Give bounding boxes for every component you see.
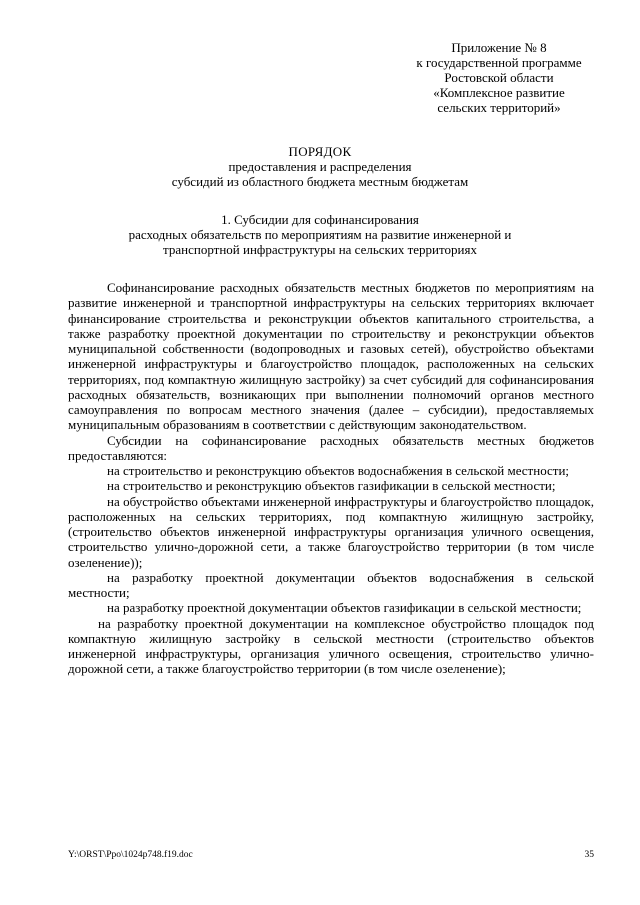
annex-line: Ростовской области <box>444 70 554 85</box>
annex-line: сельских территорий» <box>437 100 561 115</box>
list-item: на разработку проектной документации на комплексное обустройство площадок под компактную жилищную застройку в сельской местности (строительство объектов инженерной инфраструктуры, организация уличного освещения, строительство улично-дорожной сети, а также благоустройство территории (в том числе озеленение); <box>68 615 594 677</box>
list-item: на обустройство объектами инженерной инфраструктуры и благоустройство площадок, расположенных на сельских территориях, под компактную жилищную застройку, (строительство объектов инженерной инфраструктуры организация уличного освещения, строительство улично-дорожной сети, а также благоустройство территории (в том числе озеленение)); <box>68 493 594 570</box>
annex-line: «Комплексное развитие <box>433 85 565 100</box>
list-item: на разработку проектной документации объектов водоснабжения в сельской местности; <box>68 569 594 600</box>
document-heading <box>100 144 540 189</box>
list-item: на строительство и реконструкцию объектов газификации в сельской местности; <box>107 478 556 494</box>
section-title-line: 1. Субсидии для софинансирования <box>221 212 419 227</box>
annex-line: Приложение № 8 <box>451 40 547 55</box>
annex-block <box>380 40 618 115</box>
list-item: на строительство и реконструкцию объектов водоснабжения в сельской местности; <box>107 463 570 478</box>
page-number: 35 <box>584 850 594 860</box>
document-subtitle-line: предоставления и распределения <box>228 159 412 174</box>
paragraph: Софинансирование расходных обязательств местных бюджетов по мероприятиям на развитие инженерной и транспортной инфраструктуры на сельских территориях включает финансирование строительства и реконструкции объектов капитального строительства, а также разработку проектной документации по строительству и реконструкции объектов муниципальной собственности (водопроводных и газовых сетей), обустройство объектами инженерной инфраструктуры и благоустройство площадок, расположенных на сельских территориях, под компактную жилищную застройку) за счет субсидий для софинансирования расходных обязательств, возникающих при выполнении полномочий органов местного самоуправления по вопросам местного значения (далее – субсидии), предоставляемых муниципальным образованиям в соответствии с действующим законодательством. <box>68 280 594 433</box>
document-title: ПОРЯДОК <box>288 144 352 159</box>
body-text <box>68 280 594 677</box>
section-title-line: расходных обязательств по мероприятиям на развитие инженерной и <box>128 227 512 242</box>
page-footer <box>68 850 594 861</box>
paragraph: Субсидии на софинансирование расходных обязательств местных бюджетов предоставляются: <box>68 432 594 463</box>
section-heading <box>96 212 544 257</box>
annex-line: к государственной программе <box>416 55 582 70</box>
list-item: на разработку проектной документации объектов газификации в сельской местности; <box>107 600 582 616</box>
document-subtitle-line: субсидий из областного бюджета местным бюджетам <box>171 174 469 189</box>
section-title-line: транспортной инфраструктуры на сельских территориях <box>163 242 477 257</box>
file-path: Y:\ORST\Ppo\1024p748.f19.doc <box>68 850 193 860</box>
